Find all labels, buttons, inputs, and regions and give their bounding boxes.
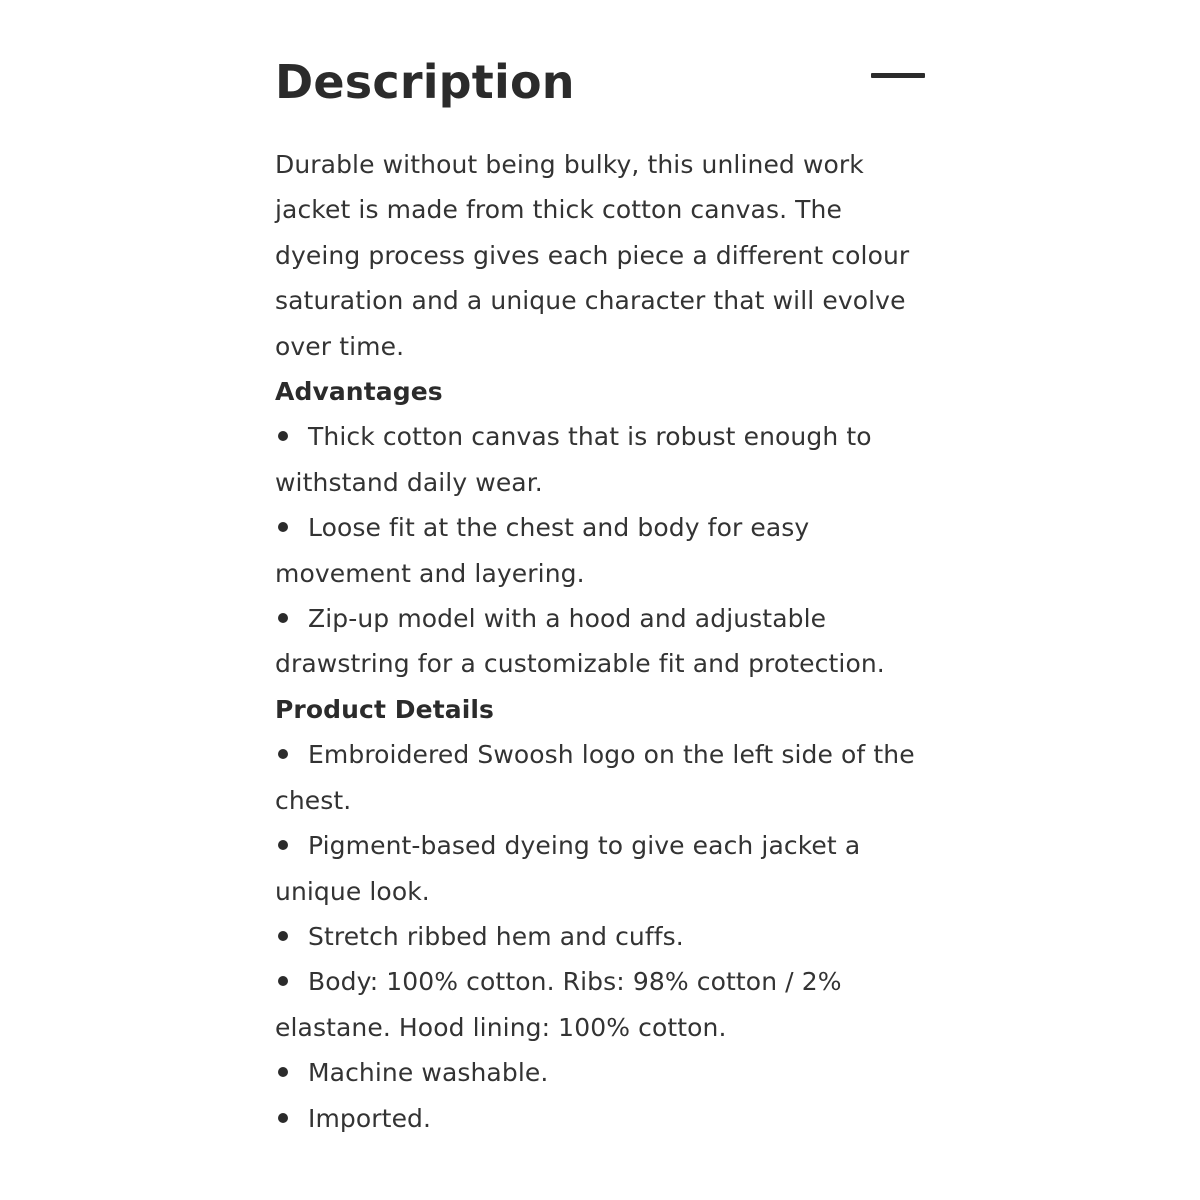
list-item-text: Stretch ribbed hem and cuffs. (308, 921, 684, 951)
list-item (275, 505, 925, 596)
section-heading-product-details: Product Details (275, 694, 495, 724)
list-item-text: Imported. (308, 1103, 432, 1133)
bullet-icon (278, 976, 288, 986)
list-item-text: Embroidered Swoosh logo on the left side of the chest. (275, 740, 915, 815)
list-item-text: Body: 100% cotton. Ribs: 98% cotton / 2% elastane. Hood lining: 100% cotton. (275, 967, 842, 1042)
bullet-icon (278, 522, 288, 532)
list-item-text: Machine washable. (308, 1058, 549, 1088)
list-item (275, 823, 925, 914)
list-item (275, 1096, 925, 1141)
minus-icon (871, 73, 925, 78)
list-item-text: Thick cotton canvas that is robust enough to withstand daily wear. (275, 422, 872, 497)
list-item (275, 1050, 925, 1095)
bullet-icon (278, 613, 288, 623)
bullet-icon (278, 431, 288, 441)
bullet-icon (278, 840, 288, 850)
list-item-text: Pigment-based dyeing to give each jacket a unique look. (275, 831, 861, 906)
list-item (275, 959, 925, 1050)
description-panel (275, 50, 925, 1141)
bullet-icon (278, 931, 288, 941)
section-heading-advantages: Advantages (275, 377, 443, 407)
list-item (275, 732, 925, 823)
description-body (275, 142, 925, 1141)
bullet-icon (278, 1113, 288, 1123)
description-intro: Durable without being bulky, this unlined work jacket is made from thick cotton canvas. The dyeing process gives each piece a different colour saturation and a unique character that will evolve over time. (275, 150, 910, 361)
description-title: Description (275, 55, 575, 109)
bullet-icon (278, 1067, 288, 1077)
list-item (275, 414, 925, 505)
collapse-button[interactable] (871, 64, 925, 88)
list-item (275, 914, 925, 959)
list-item-text: Zip-up model with a hood and adjustable drawstring for a customizable fit and protection. (275, 604, 885, 679)
bullet-icon (278, 749, 288, 759)
list-item-text: Loose fit at the chest and body for easy movement and layering. (275, 513, 810, 588)
list-item (275, 596, 925, 687)
description-header[interactable] (275, 50, 925, 130)
